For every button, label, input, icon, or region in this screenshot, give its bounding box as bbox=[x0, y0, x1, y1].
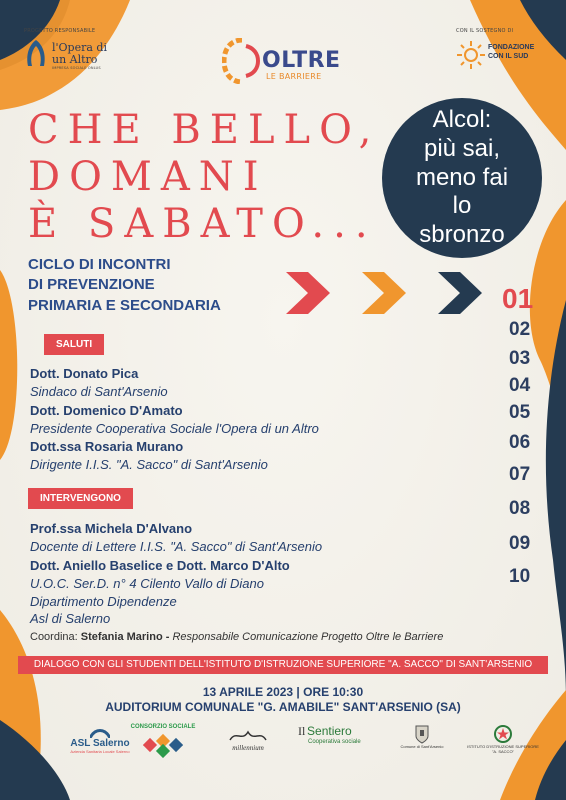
number-04: 04 bbox=[509, 375, 531, 396]
circle-line-4: lo bbox=[452, 192, 472, 220]
coordination-dash: - bbox=[165, 631, 170, 643]
sentiero-il: Il bbox=[298, 724, 306, 738]
person-role: U.O.C. Ser.D. n° 4 Cilento Vallo di Diano bbox=[30, 576, 264, 591]
millennium-name: millennium bbox=[232, 744, 264, 752]
intervengono-tag: INTERVENGONO bbox=[28, 488, 133, 509]
chevron-navy-icon bbox=[438, 272, 482, 314]
cycle-line-3: PRIMARIA E SECONDARIA bbox=[28, 296, 221, 314]
students-banner: DIALOGO CON GLI STUDENTI DELL'ISTITUTO D'ISTRUZIONE SUPERIORE "A. SACCO" DI SANT'ARSENIO bbox=[18, 656, 548, 674]
circle-line-2: più sai, bbox=[423, 134, 501, 162]
asl-sub: Azienda Sanitaria Locale Salerno bbox=[70, 749, 130, 754]
opera-logo bbox=[24, 28, 107, 70]
number-07: 07 bbox=[509, 464, 531, 485]
oltre-logo-icon bbox=[222, 38, 262, 84]
fondazione-line2: CON IL SUD bbox=[488, 53, 529, 60]
republic-emblem-icon bbox=[493, 724, 513, 744]
person-role: Asl di Salerno bbox=[30, 611, 111, 626]
sentiero-name: Sentiero bbox=[307, 724, 352, 738]
comune-name: Comune di Sant'Arsenio bbox=[400, 744, 444, 749]
title-line-3: È SABATO... bbox=[28, 201, 377, 247]
person-name: Dott.ssa Rosaria Murano bbox=[30, 439, 184, 454]
alcol-circle bbox=[382, 98, 542, 258]
number-06: 06 bbox=[509, 432, 531, 453]
circle-line-3: meno fai bbox=[415, 163, 509, 191]
comune-logo bbox=[392, 724, 452, 749]
oltre-logo-text: OLTRE bbox=[262, 48, 341, 73]
person-role: Presidente Cooperativa Sociale l'Opera di un Altro bbox=[30, 421, 319, 436]
person-name: Prof.ssa Michela D'Alvano bbox=[30, 521, 193, 536]
chevron-orange-icon bbox=[362, 272, 406, 314]
cycle-line-1: CICLO DI INCONTRI bbox=[28, 256, 171, 273]
title-line-1: CHE BELLO, bbox=[28, 107, 381, 153]
event-date: 13 APRILE 2023 | ORE 10:30 bbox=[202, 685, 364, 699]
number-03: 03 bbox=[509, 348, 531, 369]
number-09: 09 bbox=[509, 533, 531, 554]
millennium-logo bbox=[222, 724, 274, 752]
number-10: 10 bbox=[509, 566, 531, 587]
consorzio-icon bbox=[143, 732, 183, 758]
number-08: 08 bbox=[509, 498, 531, 519]
circle-line-5: sbronzo bbox=[419, 221, 505, 249]
consorzio-name: CONSORZIO SOCIALE bbox=[130, 724, 196, 730]
opera-caption: PROGETTO RESPONSABILE bbox=[24, 28, 96, 34]
asl-icon bbox=[90, 724, 110, 738]
person-role: Sindaco di Sant'Arsenio bbox=[30, 384, 168, 399]
cycle-line-2: DI PREVENZIONE bbox=[28, 276, 155, 294]
coordination-line bbox=[30, 631, 443, 643]
number-01: 01 bbox=[502, 283, 534, 314]
opera-logo-sub: IMPRESA SOCIALE ONLUS bbox=[52, 66, 101, 70]
person-name: Dott. Domenico D'Amato bbox=[30, 403, 183, 418]
opera-logo-icon bbox=[24, 38, 48, 68]
comune-crest-icon bbox=[414, 724, 430, 744]
event-place: AUDITORIUM COMUNALE "G. AMABILE" SANT'ARSENIO (SA) bbox=[105, 700, 461, 714]
cycle-heading bbox=[28, 255, 221, 316]
istituto-sub: "A. SACCO" bbox=[492, 749, 514, 754]
number-05: 05 bbox=[509, 402, 531, 423]
consorzio-logo bbox=[128, 724, 198, 758]
person-role: Dirigente I.I.S. "A. Sacco" di Sant'Arsenio bbox=[30, 457, 268, 472]
istituto-logo bbox=[464, 724, 542, 754]
fondazione-sun-icon bbox=[456, 40, 486, 70]
title-line-2: DOMANI bbox=[28, 154, 268, 200]
opera-logo-text: l'Opera di un Altro bbox=[52, 41, 107, 67]
istituto-name: ISTITUTO D'ISTRUZIONE SUPERIORE bbox=[467, 744, 539, 749]
asl-name: ASL Salerno bbox=[70, 738, 130, 749]
coordination-name: Stefania Marino bbox=[80, 631, 163, 643]
chevron-red-icon bbox=[286, 272, 330, 314]
person-name: Dott. Donato Pica bbox=[30, 366, 139, 381]
person-role: Docente di Lettere I.I.S. "A. Sacco" di Sant'Arsenio bbox=[30, 539, 323, 554]
oltre-logo-sub: LE BARRIERE bbox=[266, 72, 322, 81]
blob-orange-left bbox=[0, 270, 17, 460]
saluti-tag: SALUTI bbox=[44, 334, 104, 355]
number-02: 02 bbox=[509, 319, 531, 340]
fondazione-caption: CON IL SOSTEGNO DI bbox=[456, 28, 514, 34]
millennium-icon bbox=[228, 728, 268, 744]
chevron-arrows bbox=[286, 270, 496, 316]
coordination-prefix: Coordina: bbox=[30, 631, 78, 643]
coordination-role: Responsabile Comunicazione Progetto Oltre le Barriere bbox=[172, 631, 444, 643]
circle-line-1: Alcol: bbox=[432, 106, 492, 133]
sentiero-sub: Cooperativa sociale bbox=[308, 739, 361, 745]
sentiero-logo bbox=[298, 724, 368, 745]
fondazione-line1: FONDAZIONE bbox=[488, 44, 535, 51]
person-role: Dipartimento Dipendenze bbox=[30, 594, 177, 609]
person-name: Dott. Aniello Baselice e Dott. Marco D'Alto bbox=[30, 558, 290, 573]
oltre-logo bbox=[222, 36, 342, 86]
